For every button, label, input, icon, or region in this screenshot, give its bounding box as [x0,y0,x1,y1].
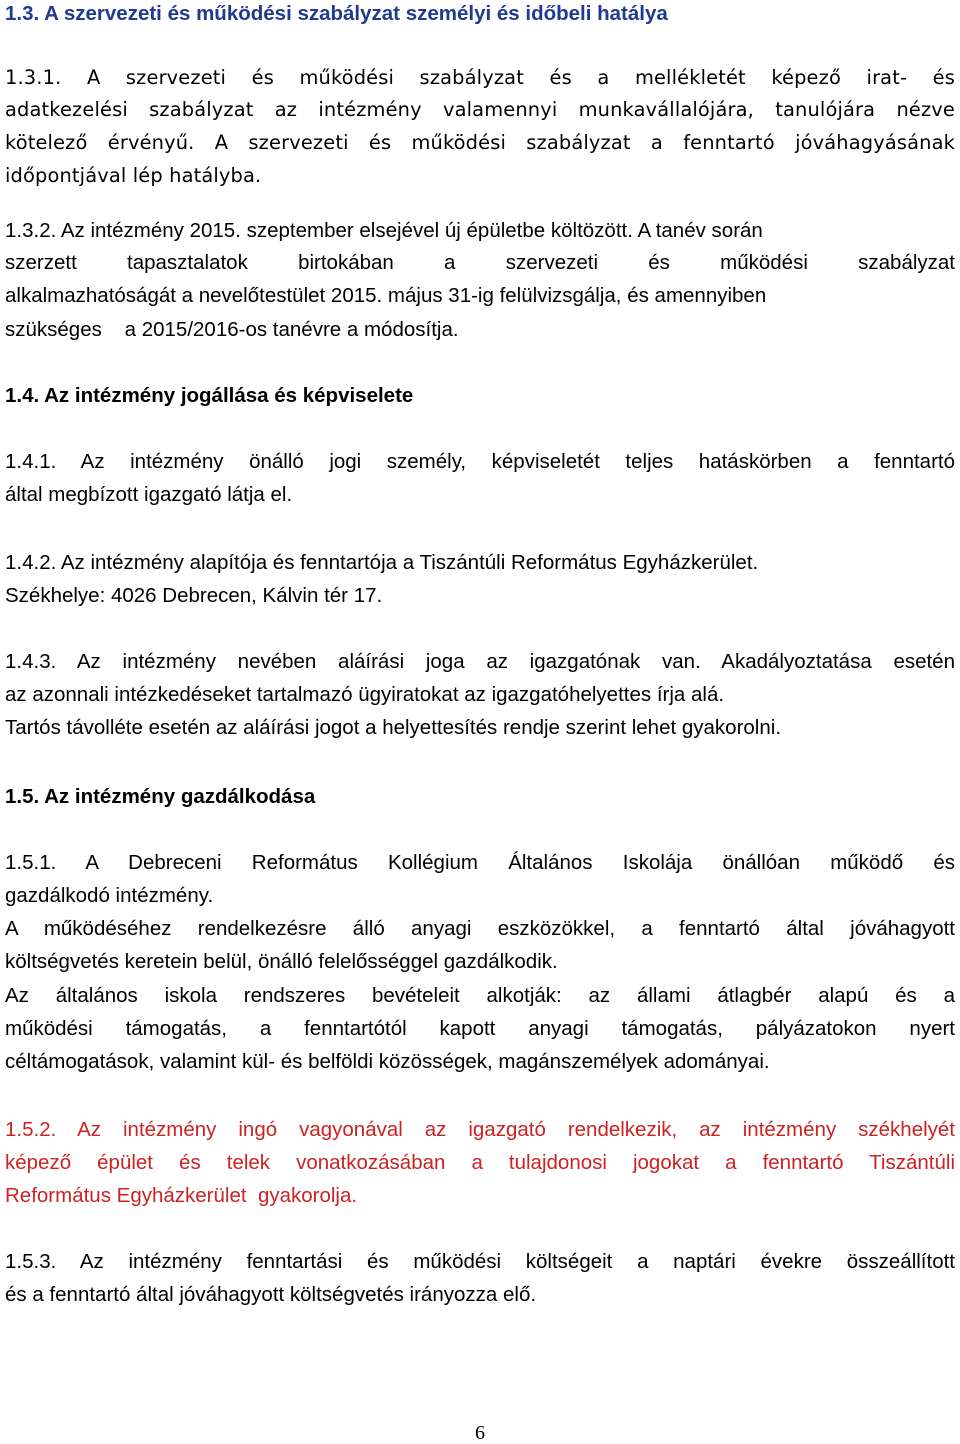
paragraph-1-5-1-line-5: Az általános iskola rendszeres bevételeit alkotják: az állami átlagbér alapú és a [5,984,955,1007]
section-heading-1-5: 1.5. Az intézmény gazdálkodása [5,785,316,808]
paragraph-1-3-1-line-4: időpontjával lép hatályba. [5,164,262,187]
paragraph-1-5-1-line-3: A működéséhez rendelkezésre álló anyagi eszközökkel, a fenntartó által jóváhagyott [5,917,955,940]
paragraph-1-4-3-line-2: az azonnali intézkedéseket tartalmazó ügyiratokat az igazgatóhelyettes írja alá. [5,683,725,706]
paragraph-1-4-3-line-1: 1.4.3. Az intézmény nevében aláírási joga az igazgatónak van. Akadályoztatása esetén [5,650,955,673]
paragraph-1-5-1-line-6: működési támogatás, a fenntartótól kapott anyagi támogatás, pályázatokon nyert [5,1017,955,1040]
section-heading-1-3: 1.3. A szervezeti és működési szabályzat személyi és időbeli hatálya [5,2,668,25]
paragraph-1-4-2-line-1: 1.4.2. Az intézmény alapítója és fenntartója a Tiszántúli Református Egyházkerület. [5,551,759,574]
paragraph-1-3-2-line-4: szükséges a 2015/2016-os tanévre a módosítja. [5,318,459,341]
paragraph-1-5-3-line-1: 1.5.3. Az intézmény fenntartási és működési költségeit a naptári évekre összeállított [5,1250,955,1273]
paragraph-1-5-2-line-1: 1.5.2. Az intézmény ingó vagyonával az igazgató rendelkezik, az intézmény székhelyét [5,1118,955,1141]
paragraph-1-3-1-line-2: adatkezelési szabályzat az intézmény valamennyi munkavállalójára, tanulójára nézve [5,98,955,121]
paragraph-1-4-1-line-1: 1.4.1. Az intézmény önálló jogi személy, képviseletét teljes hatáskörben a fenntartó [5,450,955,473]
page-number: 6 [475,1422,485,1444]
paragraph-1-5-3-line-2: és a fenntartó által jóváhagyott költségvetés irányozza elő. [5,1283,537,1306]
paragraph-1-3-2-line-3: alkalmazhatóságát a nevelőtestület 2015. május 31-ig felülvizsgálja, és amennyiben [5,284,767,307]
section-heading-1-4: 1.4. Az intézmény jogállása és képviselete [5,384,414,407]
paragraph-1-3-2-line-2: szerzett tapasztalatok birtokában a szervezeti és működési szabályzat [5,251,955,274]
paragraph-1-5-2-line-2: képező épület és telek vonatkozásában a tulajdonosi jogokat a fenntartó Tiszántúli [5,1151,955,1174]
paragraph-1-5-1-line-2: gazdálkodó intézmény. [5,884,214,907]
paragraph-1-5-1-line-1: 1.5.1. A Debreceni Református Kollégium Általános Iskolája önállóan működő és [5,851,955,874]
paragraph-1-5-1-line-4: költségvetés keretein belül, önálló felelősséggel gazdálkodik. [5,950,558,973]
paragraph-1-4-2-line-2: Székhelye: 4026 Debrecen, Kálvin tér 17. [5,584,383,607]
paragraph-1-3-1-line-1: 1.3.1. A szervezeti és működési szabályzat és a mellékletét képező irat- és [5,66,955,89]
paragraph-1-3-1-line-3: kötelező érvényű. A szervezeti és működési szabályzat a fenntartó jóváhagyásának [5,131,955,154]
paragraph-1-4-3-line-3: Tartós távolléte esetén az aláírási jogot a helyettesítés rendje szerint lehet gyakorolni. [5,716,782,739]
paragraph-1-5-1-line-7: céltámogatások, valamint kül- és belföldi közösségek, magánszemélyek adományai. [5,1050,770,1073]
paragraph-1-5-2-line-3: Református Egyházkerület gyakorolja. [5,1184,358,1207]
paragraph-1-4-1-line-2: által megbízott igazgató látja el. [5,483,293,506]
paragraph-1-3-2-line-1: 1.3.2. Az intézmény 2015. szeptember elsejével új épületbe költözött. A tanév során [5,219,763,242]
